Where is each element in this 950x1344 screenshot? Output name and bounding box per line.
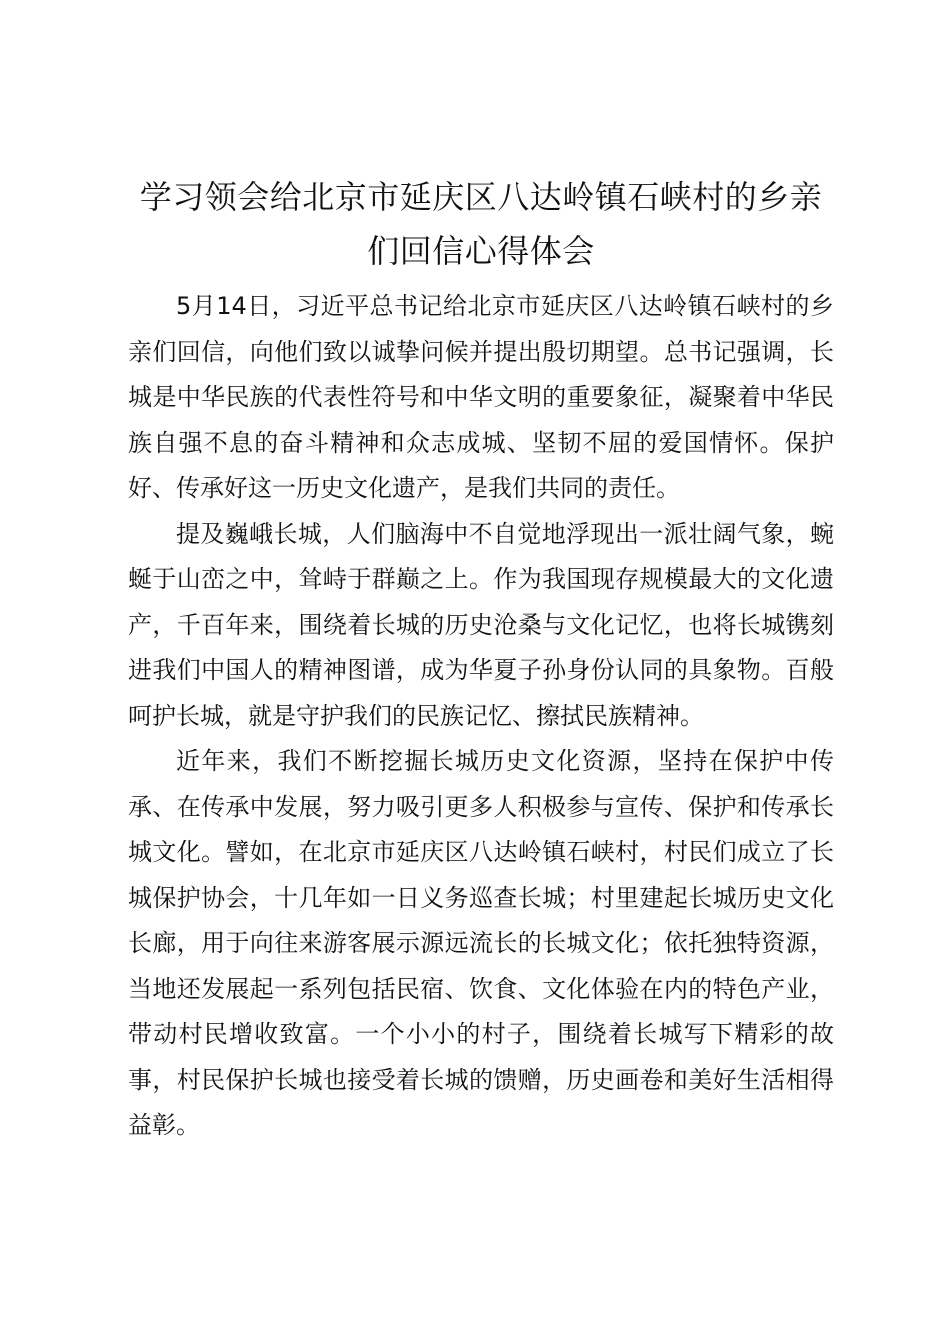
paragraph-1: 5月14日，习近平总书记给北京市延庆区八达岭镇石峡村的乡亲们回信，向他们致以诚挚问候并提出殷切期望。总书记强调，长城是中华民族的代表性符号和中华文明的重要象征，凝聚着中华民族自强不息的奋斗精神和众志成城、坚韧不屈的爱国情怀。保护好、传承好这一历史文化遗产，是我们共同的责任。 [128,292,834,502]
paragraph-2: 提及巍峨长城，人们脑海中不自觉地浮现出一派壮阔气象，蜿蜒于山峦之中，耸峙于群巅之上。作为我国现存规模最大的文化遗产，千百年来，围绕着长城的历史沧桑与文化记忆，也将长城镌刻进我们中国人的精神图谱，成为华夏子孙身份认同的具象物。百般呵护长城，就是守护我们的民族记忆、擦拭民族精神。 [128,519,834,730]
document-title: 学习领会给北京市延庆区八达岭镇石峡村的乡亲们回信心得体会 [139,178,823,270]
document-page [128,170,834,1149]
paragraph-3: 近年来，我们不断挖掘长城历史文化资源，坚持在保护中传承、在传承中发展，努力吸引更多人积极参与宣传、保护和传承长城文化。譬如，在北京市延庆区八达岭镇石峡村，村民们成立了长城保护协会，十几年如一日义务巡查长城；村里建起长城历史文化长廊，用于向往来游客展示源远流长的长城文化；依托独特资源，当地还发展起一系列包括民宿、饮食、文化体验在内的特色产业，带动村民增收致富。一个小小的村子，围绕着长城写下精彩的故事，村民保护长城也接受着长城的馈赠，历史画卷和美好生活相得益彰。 [128,747,834,1139]
document-body [128,284,834,1149]
